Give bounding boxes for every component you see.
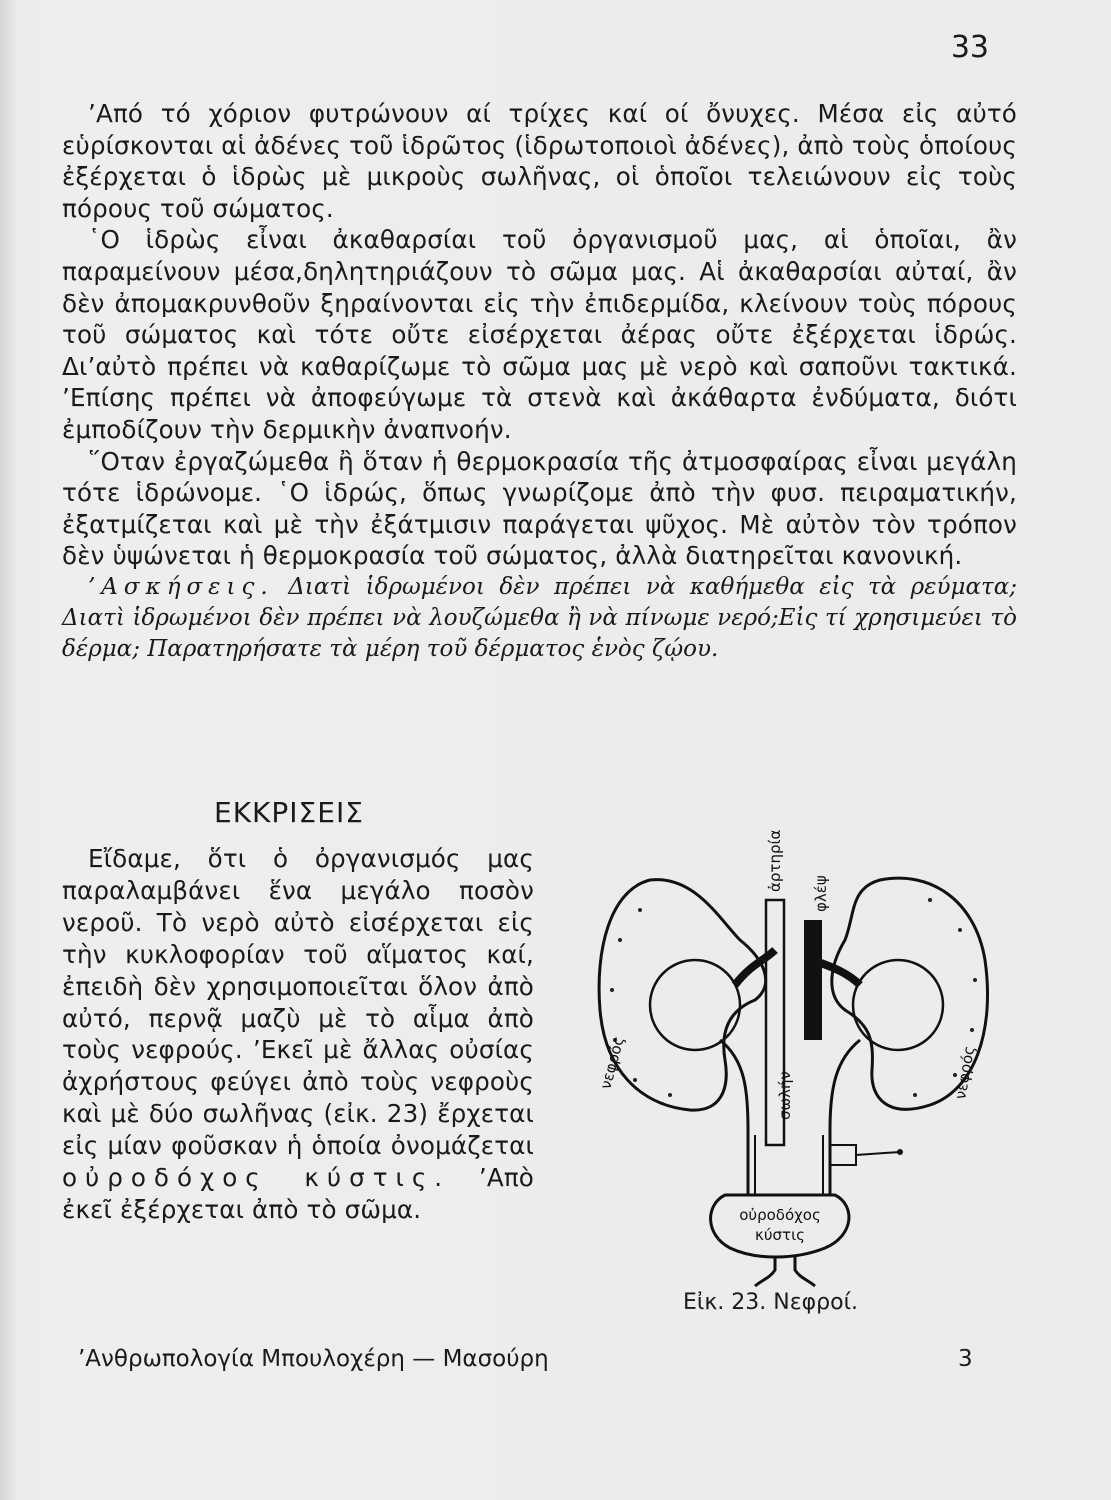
kidney-texture — [610, 898, 977, 1097]
label-artery: ἀρτηρία — [766, 829, 784, 892]
label-kidney-right: νεφρός — [951, 1044, 979, 1101]
paragraph-excretion — [62, 843, 534, 1226]
urethra — [755, 1256, 815, 1286]
ureter-right — [830, 1040, 860, 1195]
exercises — [62, 572, 1017, 665]
label-bladder-line1: οὐροδόχος — [739, 1206, 821, 1224]
left-kidney-shape — [599, 880, 766, 1111]
bladder-term: οὐροδόχος κύστις. — [62, 1163, 451, 1193]
vein-vessel — [804, 920, 822, 1040]
label-vein: φλέψ — [812, 875, 830, 912]
left-kidney-pelvis — [650, 960, 740, 1050]
excretion-text-part2: ’Απὸ ἐκεῖ ἐξέρχεται ἀπὸ τὸ σῶμα. — [62, 1163, 534, 1224]
exercises-text: Διατὶ ἱδρωμένοι δὲν πρέπει νὰ καθήμεθα εἰς τὰ ρεύματα; Διατὶ ἱδρωμένοι δὲν πρέπει νὰ λουζώμεθα ἢ νὰ πίνωμε νερό;Εἰς τί χρησιμεύει τὸ δέρμα; Παρατηρήσατε τὰ μέρη τοῦ δέρματος ἑνὸς ζῴου. — [62, 573, 1017, 662]
section-title: ΕΚΚΡΙΣΕΙΣ — [214, 796, 364, 829]
label-bladder-line2: κύστις — [755, 1226, 805, 1244]
label-kidney-left: νεφρός — [596, 1034, 628, 1092]
footer-book-title: ’Ανθρωπολογία Μπουλοχέρη — Μασούρη — [78, 1346, 549, 1372]
paragraph-sweating-temperature: ῞Οταν ἐργαζώμεθα ἢ ὅταν ἡ θερμοκρασία τῆς ἀτμοσφαίρας εἶναι μεγάλη τότε ἱδρώνομε. ῾Ο ἱδρώς, ὅπως γνωρίζομε ἀπὸ τὴν φυσ. πειραματικήν, ἐξατμίζεται καὶ μὲ τὴν ἐξάτμισιν παράγεται ψῦχος. Μὲ αὐτὸν τὸν τρόπον δὲν ὑψώνεται ἡ θερμοκρασία τοῦ σώματος, ἀλλὰ διατηρεῖται κανονική. — [62, 446, 1017, 571]
label-ureter: σωλήν — [776, 1071, 794, 1120]
paragraph-skin: ’Από τό χόριον φυτρώνουν αί τρίχες καί οί ὄνυχες. Μέσα εἰς αὐτό εὑρίσκονται αἱ ἀδένες τοῦ ἱδρῶτος (ἱδρωτοποιοὶ ἀδένες), ἀπὸ τοὺς ὁποίους ἐξέρχεται ὁ ἱδρὼς μὲ μικροὺς σωλῆνας, οἱ ὁποῖοι τελειώνουν εἰς τοὺς πόρους τοῦ σώματος. — [62, 99, 1017, 223]
body-text — [62, 98, 1017, 665]
right-kidney-pelvis — [853, 960, 943, 1050]
paragraph-sweat-impurities: ῾Ο ἱδρὼς εἶναι ἀκαθαρσίαι τοῦ ὀργανισμοῦ μας, αἱ ὁποῖαι, ἂν παραμείνουν μέσα,δηλητηριάζουν τὸ σῶμα μας. Αἱ ἀκαθαρσίαι αὐταί, ἂν δὲν ἀπομακρυνθοῦν ξηραίνονται εἰς τὴν ἐπιδερμίδα, κλείνουν τοὺς πόρους τοῦ σώματος καὶ τότε οὔτε εἰσέρχεται ἀέρας οὔτε ἐξέρχεται ἱδρώς. Δι’αὐτὸ πρέπει νὰ καθαρίζωμε τὸ σῶμα μας μὲ νερὸ καὶ σαποῦνι τακτικά. ’Επίσης πρέπει νὰ ἀποφεύγωμε τὰ στενὰ καὶ ἀκάθαρτα ἐνδύματα, διότι ἐμποδίζουν τὴν δερμικὴν ἀναπνοήν. — [62, 225, 1017, 444]
kidney-figure — [580, 800, 1020, 1320]
kidney-diagram — [580, 800, 1020, 1320]
exercises-label: ’Ασκήσεις. — [88, 573, 274, 600]
tube-marker — [830, 1145, 856, 1165]
page-number: 33 — [950, 30, 989, 65]
figure-caption: Εἰκ. 23. Νεφροί. — [683, 1290, 859, 1315]
footer-signature-number: 3 — [958, 1346, 973, 1372]
excretion-text-part1: Εἴδαμε, ὅτι ὁ ὀργανισμός μας παραλαμβάνει ἕνα μεγάλο ποσὸν νεροῦ. Τὸ νερὸ αὐτὸ εἰσέρχεται εἰς τὴν κυκλοφορίαν τοῦ αἵματος καί, ἐπειδὴ δὲν χρησιμοποιεῖται ὅλον ἀπὸ αὐτό, περνᾷ μαζὺ μὲ τὸ αἷμα ἀπὸ τοὺς νεφρούς. ’Εκεῖ μὲ ἄλλας οὐσίας ἀχρήστους φεύγει ἀπὸ τοὺς νεφροὺς καὶ μὲ δύο σωλῆνας (εἰκ. 23) ἔρχεται εἰς μίαν φοῦσκαν ἡ ὁποία ὀνομάζεται — [62, 844, 534, 1161]
section-text — [62, 843, 534, 1226]
